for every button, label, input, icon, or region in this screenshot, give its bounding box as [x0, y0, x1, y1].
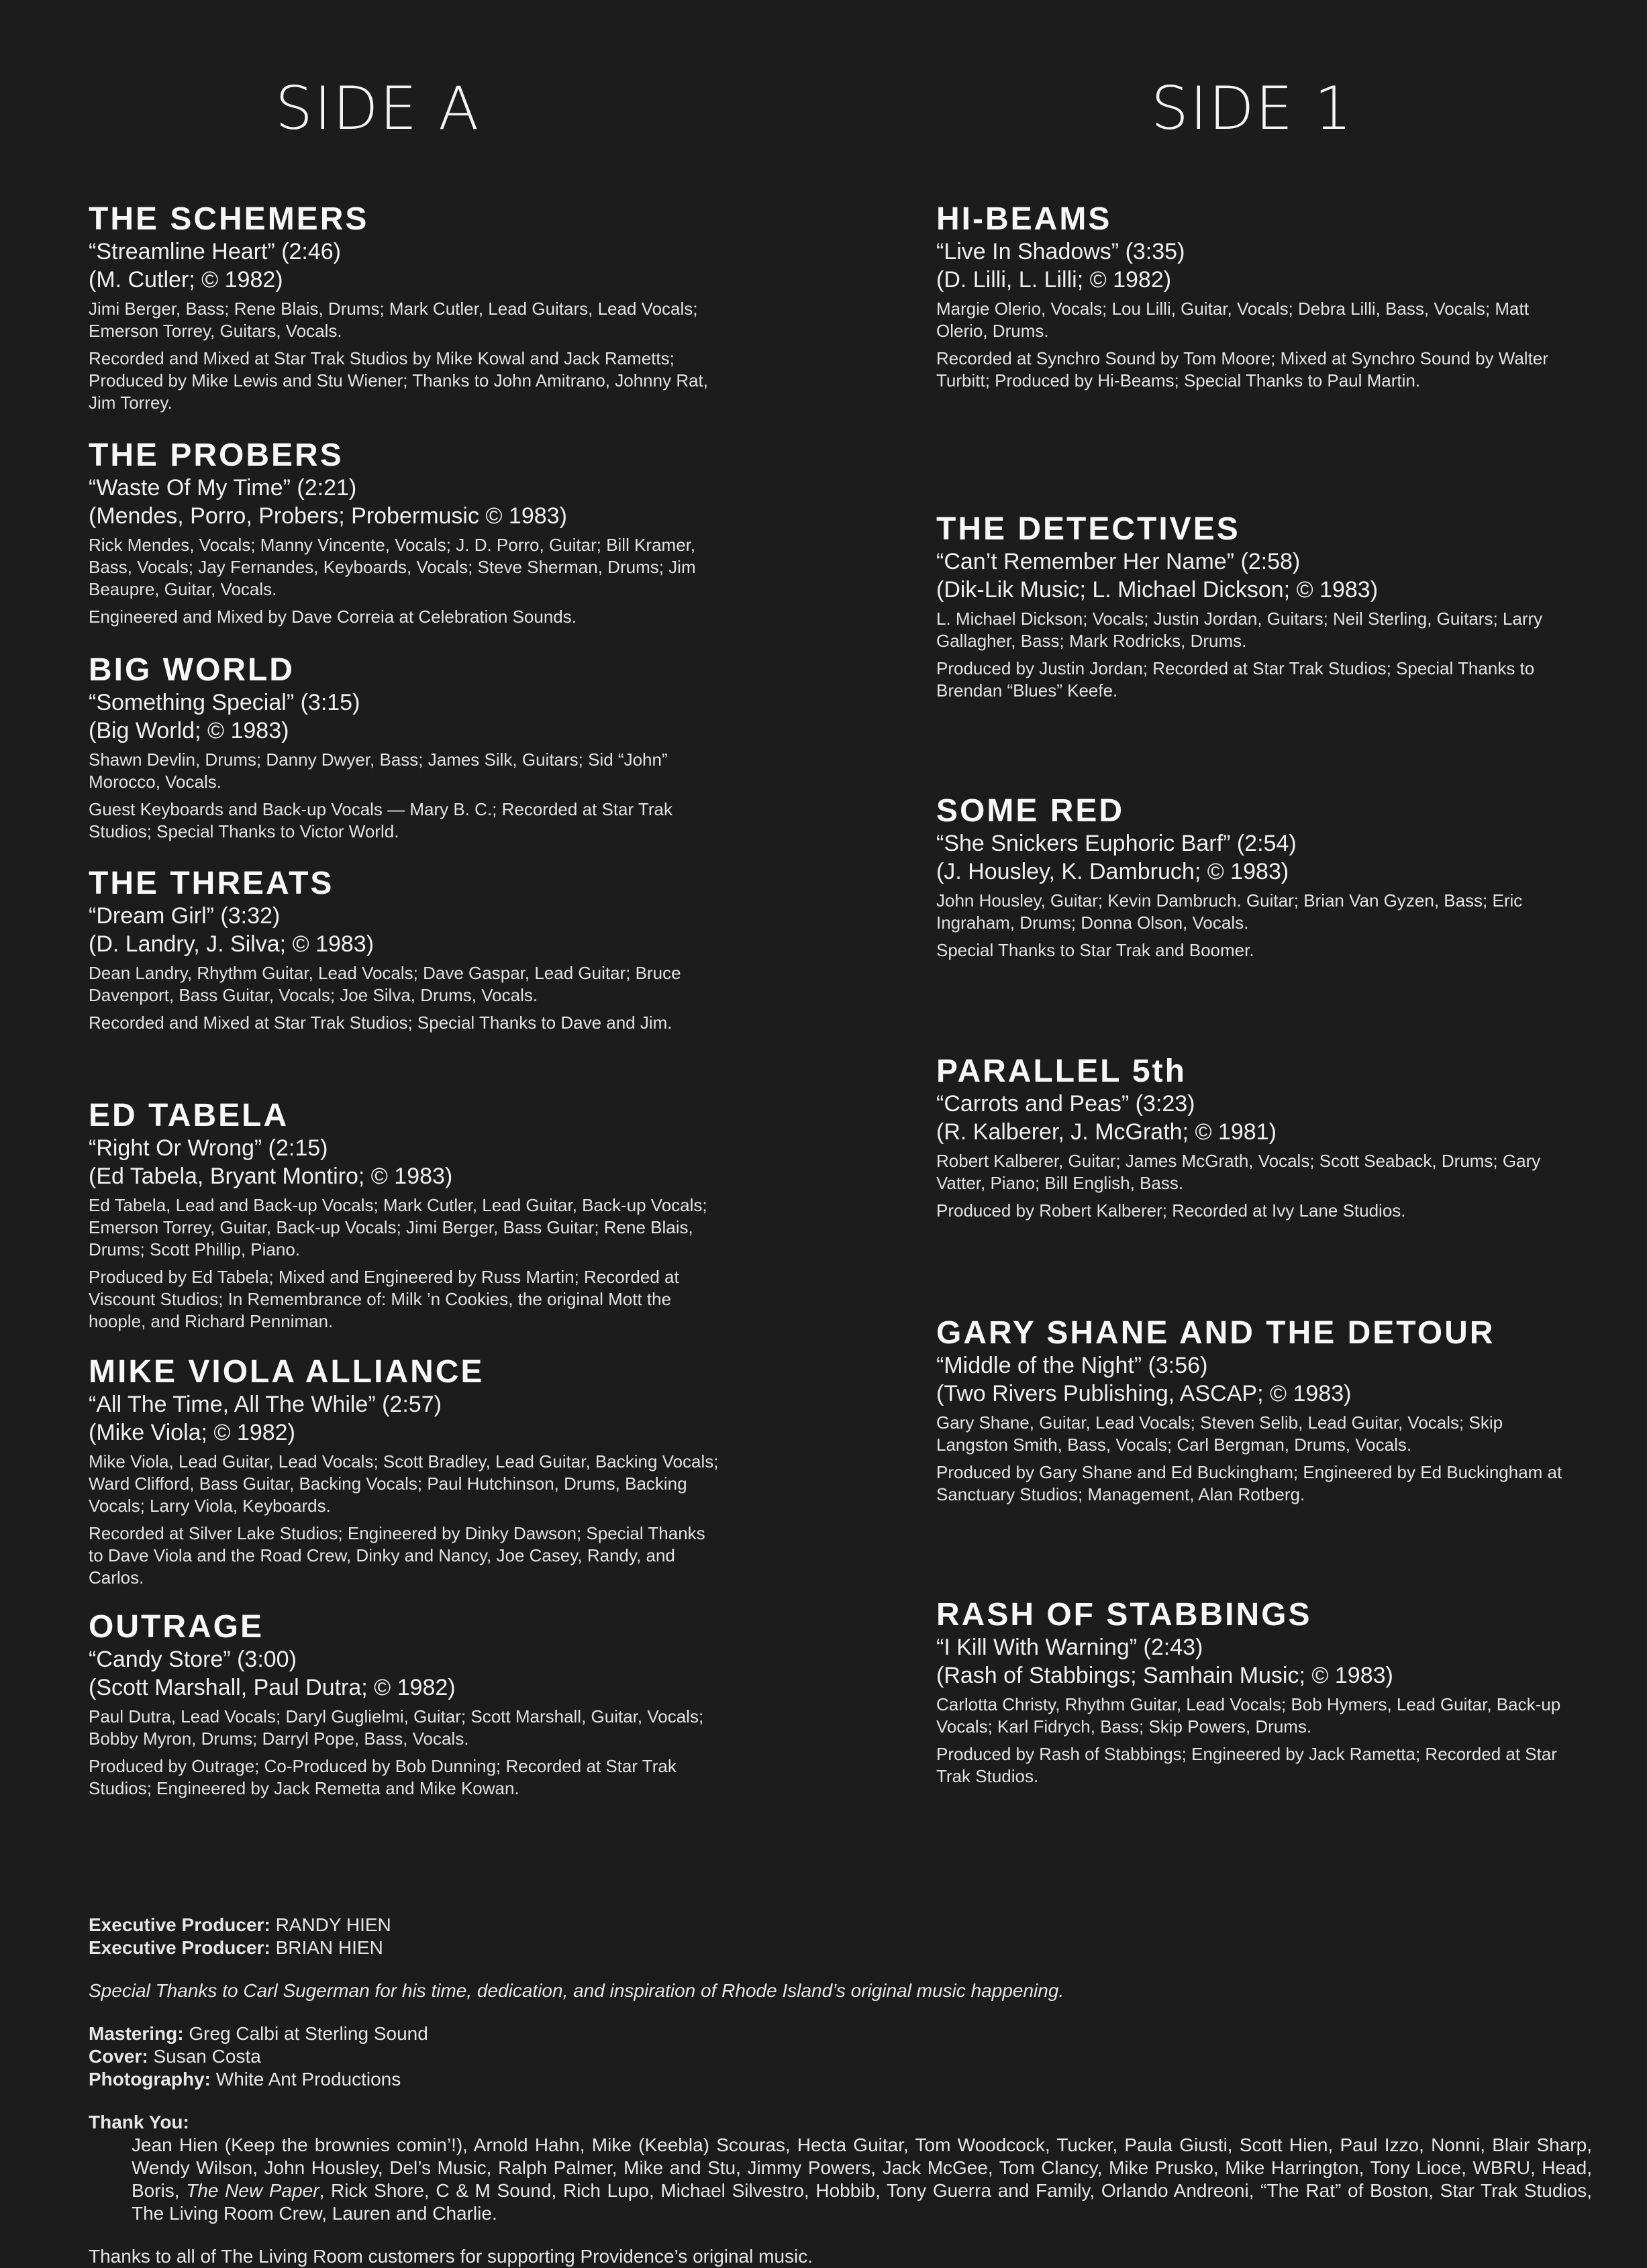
band-name: THE THREATS [89, 866, 334, 901]
track-entry [89, 1354, 719, 1589]
production-notes: Recorded at Synchro Sound by Tom Moore; Mixed at Synchro Sound by Walter Turbitt; Produced by Hi-Beams; Special Thanks to Paul Martin. [936, 348, 1548, 391]
production-notes: Produced by Robert Kalberer; Recorded at Ivy Lane Studios. [936, 1200, 1406, 1221]
band-name: GARY SHANE AND THE DETOUR [936, 1315, 1495, 1351]
track-entry [936, 793, 1567, 962]
production-notes: Produced by Rash of Stabbings; Engineered by Jack Rametta; Recorded at Star Trak Studios. [936, 1744, 1557, 1786]
executive-producer-1: Executive Producer: RANDY HIEN [89, 1914, 391, 1935]
songwriting-credit: (M. Cutler; © 1982) [89, 267, 283, 293]
production-notes: Produced by Gary Shane and Ed Buckingham; Engineered by Ed Buckingham at Sanctuary Studios; Management, Alan Rotberg. [936, 1462, 1562, 1504]
song-title: “Dream Girl” (3:32) [89, 903, 281, 929]
band-name: RASH OF STABBINGS [936, 1597, 1312, 1633]
song-title: “Carrots and Peas” (3:23) [936, 1091, 1195, 1117]
personnel: Dean Landry, Rhythm Guitar, Lead Vocals; Dave Gaspar, Lead Guitar; Bruce Davenport, Bass Guitar, Vocals; Joe Silva, Drums, Vocals. [89, 963, 681, 1005]
personnel: John Housley, Guitar; Kevin Dambruch. Guitar; Brian Van Gyzen, Bass; Eric Ingraham, Drums; Donna Olson, Vocals. [936, 890, 1523, 933]
songwriting-credit: (D. Landry, J. Silva; © 1983) [89, 931, 375, 957]
executive-producer-2: Executive Producer: BRIAN HIEN [89, 1937, 383, 1958]
production-notes: Special Thanks to Star Trak and Boomer. [936, 940, 1254, 960]
song-title: “Right Or Wrong” (2:15) [89, 1135, 328, 1161]
band-name: THE SCHEMERS [89, 201, 369, 237]
production-notes: Recorded and Mixed at Star Trak Studios by Mike Kowal and Jack Rametts; Produced by Mike Lewis and Stu Wiener; Thanks to John Amitrano, Johnny Rat, Jim Torrey. [89, 348, 708, 413]
track-entry [936, 1315, 1567, 1506]
personnel: Gary Shane, Guitar, Lead Vocals; Steven Selib, Lead Guitar, Vocals; Skip Langston Smith, Bass, Vocals; Carl Bergman, Drums, Vocals. [936, 1412, 1503, 1455]
personnel: Jimi Berger, Bass; Rene Blais, Drums; Mark Cutler, Lead Guitars, Lead Vocals; Emerson Torrey, Guitars, Vocals. [89, 299, 698, 341]
production-notes: Produced by Justin Jordan; Recorded at Star Trak Studios; Special Thanks to Brendan “Blues” Keefe. [936, 658, 1535, 701]
side-1-title: SIDE 1 [1151, 74, 1354, 143]
songwriting-credit: (Dik-Lik Music; L. Michael Dickson; © 1983) [936, 577, 1379, 603]
personnel: Ed Tabela, Lead and Back-up Vocals; Mark Cutler, Lead Guitar, Back-up Vocals; Emerson Torrey, Guitar, Back-up Vocals; Jimi Berger, Bass Guitar; Rene Blais, Drums; Scott Phillip, Piano. [89, 1195, 707, 1259]
song-title: “I Kill With Warning” (2:43) [936, 1635, 1203, 1660]
photography-credit: Photography: White Ant Productions [89, 2069, 401, 2090]
production-notes: Produced by Ed Tabela; Mixed and Engineered by Russ Martin; Recorded at Viscount Studios; In Remembrance of: Milk ’n Cookies, the original Mott the hoople, and Richard Penniman. [89, 1267, 679, 1331]
personnel: Paul Dutra, Lead Vocals; Daryl Guglielmi, Guitar; Scott Marshall, Guitar, Vocals; Bobby Myron, Drums; Darryl Pope, Bass, Vocals. [89, 1706, 704, 1749]
song-title: “Candy Store” (3:00) [89, 1647, 297, 1672]
track-entry [89, 437, 719, 628]
songwriting-credit: (R. Kalberer, J. McGrath; © 1981) [936, 1119, 1277, 1145]
band-name: OUTRAGE [89, 1609, 264, 1645]
production-notes: Guest Keyboards and Back-up Vocals — Mary B. C.; Recorded at Star Trak Studios; Special Thanks to Victor World. [89, 799, 672, 841]
track-entry [89, 652, 719, 843]
personnel: Mike Viola, Lead Guitar, Lead Vocals; Scott Bradley, Lead Guitar, Backing Vocals; Ward Clifford, Bass Guitar, Backing Vocals; Paul Hutchinson, Drums, Backing Vocals; Larry Viola, Keyboards. [89, 1451, 719, 1516]
cover-credit: Cover: Susan Costa [89, 2046, 261, 2067]
production-notes: Produced by Outrage; Co-Produced by Bob Dunning; Recorded at Star Trak Studios; Engineered by Jack Remetta and Mike Kowan. [89, 1756, 677, 1798]
band-name: PARALLEL 5th [936, 1053, 1187, 1089]
song-title: “She Snickers Euphoric Barf” (2:54) [936, 831, 1297, 856]
personnel: Robert Kalberer, Guitar; James McGrath, Vocals; Scott Seaback, Drums; Gary Vatter, Piano; Bill English, Bass. [936, 1151, 1541, 1193]
track-entry [936, 201, 1567, 392]
band-name: HI-BEAMS [936, 201, 1112, 237]
track-entry [89, 866, 719, 1034]
band-name: ED TABELA [89, 1098, 289, 1133]
production-notes: Engineered and Mixed by Dave Correia at Celebration Sounds. [89, 607, 577, 627]
personnel: L. Michael Dickson; Vocals; Justin Jordan, Guitars; Neil Sterling, Guitars; Larry Gallagher, Bass; Mark Rodricks, Drums. [936, 609, 1543, 651]
track-entry [936, 1053, 1567, 1222]
song-title: “Can’t Remember Her Name” (2:58) [936, 549, 1301, 574]
songwriting-credit: (Two Rivers Publishing, ASCAP; © 1983) [936, 1381, 1352, 1406]
band-name: MIKE VIOLA ALLIANCE [89, 1354, 485, 1390]
songwriting-credit: (D. Lilli, L. Lilli; © 1982) [936, 267, 1172, 293]
special-thanks: Special Thanks to Carl Sugerman for his time, dedication, and inspiration of Rhode Island’s original music happening. [89, 1980, 1064, 2001]
songwriting-credit: (Scott Marshall, Paul Dutra; © 1982) [89, 1675, 456, 1700]
personnel: Rick Mendes, Vocals; Manny Vincente, Vocals; J. D. Porro, Guitar; Bill Kramer, Bass, Vocals; Jay Fernandes, Keyboards, Vocals; Steve Sherman, Drums; Jim Beaupre, Guitar, Vocals. [89, 535, 696, 599]
production-notes: Recorded at Silver Lake Studios; Engineered by Dinky Dawson; Special Thanks to Dave Viola and the Road Crew, Dinky and Nancy, Joe Casey, Randy, and Carlos. [89, 1523, 705, 1588]
songwriting-credit: (Mike Viola; © 1982) [89, 1420, 295, 1445]
track-entry [936, 1597, 1567, 1788]
songwriting-credit: (Big World; © 1983) [89, 718, 289, 743]
songwriting-credit: (J. Housley, K. Dambruch; © 1983) [936, 859, 1289, 884]
band-name: BIG WORLD [89, 652, 295, 688]
thank-you-heading: Thank You: [89, 2112, 189, 2132]
personnel: Shawn Devlin, Drums; Danny Dwyer, Bass; James Silk, Guitars; Sid “John” Morocco, Vocals. [89, 750, 668, 792]
production-notes: Recorded and Mixed at Star Trak Studios; Special Thanks to Dave and Jim. [89, 1013, 672, 1033]
track-entry [89, 1609, 719, 1800]
songwriting-credit: (Mendes, Porro, Probers; Probermusic © 1983) [89, 503, 567, 529]
songwriting-credit: (Rash of Stabbings; Samhain Music; © 1983) [936, 1663, 1393, 1688]
band-name: THE DETECTIVES [936, 511, 1240, 547]
thank-you-list: Jean Hien (Keep the brownies comin’!), Arnold Hahn, Mike (Keebla) Scouras, Hecta Guitar, Tom Woodcock, Tucker, Paula Giusti, Scott Hien, Paul Izzo, Nonni, Blair Sharp, Wendy Wilson, John Housley, Del’s Music, Ralph Palmer, Mike and Stu, Jimmy Powers, Jack McGee, Tom Clancy, Mike Prusko, Mike Harrington, Tony Lioce, WBRU, Head, Boris, The New Paper, Rick Shore, C & M Sound, Rich Lupo, Michael Silvestro, Hobbib, Tony Guerra and Family, Orlando Andreoni, “The Rat” of Boston, Star Trak Studios, The Living Room Crew, Lauren and Charlie. [132, 2134, 1592, 2224]
side-a-title: SIDE A [275, 74, 481, 143]
personnel: Carlotta Christy, Rhythm Guitar, Lead Vocals; Bob Hymers, Lead Guitar, Back-up Vocals; Karl Fidrych, Bass; Skip Powers, Drums. [936, 1694, 1561, 1737]
song-title: “Live In Shadows” (3:35) [936, 239, 1185, 264]
liner-credits [89, 1914, 1592, 2268]
song-title: “Streamline Heart” (2:46) [89, 239, 342, 264]
song-title: “All The Time, All The While” (2:57) [89, 1392, 442, 1417]
mastering-credit: Mastering: Greg Calbi at Sterling Sound [89, 2023, 428, 2044]
track-entry [89, 201, 719, 414]
personnel: Margie Olerio, Vocals; Lou Lilli, Guitar, Vocals; Debra Lilli, Bass, Vocals; Matt Olerio, Drums. [936, 299, 1529, 341]
track-entry [936, 511, 1567, 702]
closing-thanks: Thanks to all of The Living Room customers for supporting Providence’s original music. [89, 2246, 813, 2267]
band-name: SOME RED [936, 793, 1125, 829]
band-name: THE PROBERS [89, 437, 344, 473]
song-title: “Waste Of My Time” (2:21) [89, 475, 357, 501]
song-title: “Something Special” (3:15) [89, 690, 360, 715]
track-entry [89, 1098, 719, 1333]
songwriting-credit: (Ed Tabela, Bryant Montiro; © 1983) [89, 1164, 453, 1189]
song-title: “Middle of the Night” (3:56) [936, 1353, 1208, 1378]
